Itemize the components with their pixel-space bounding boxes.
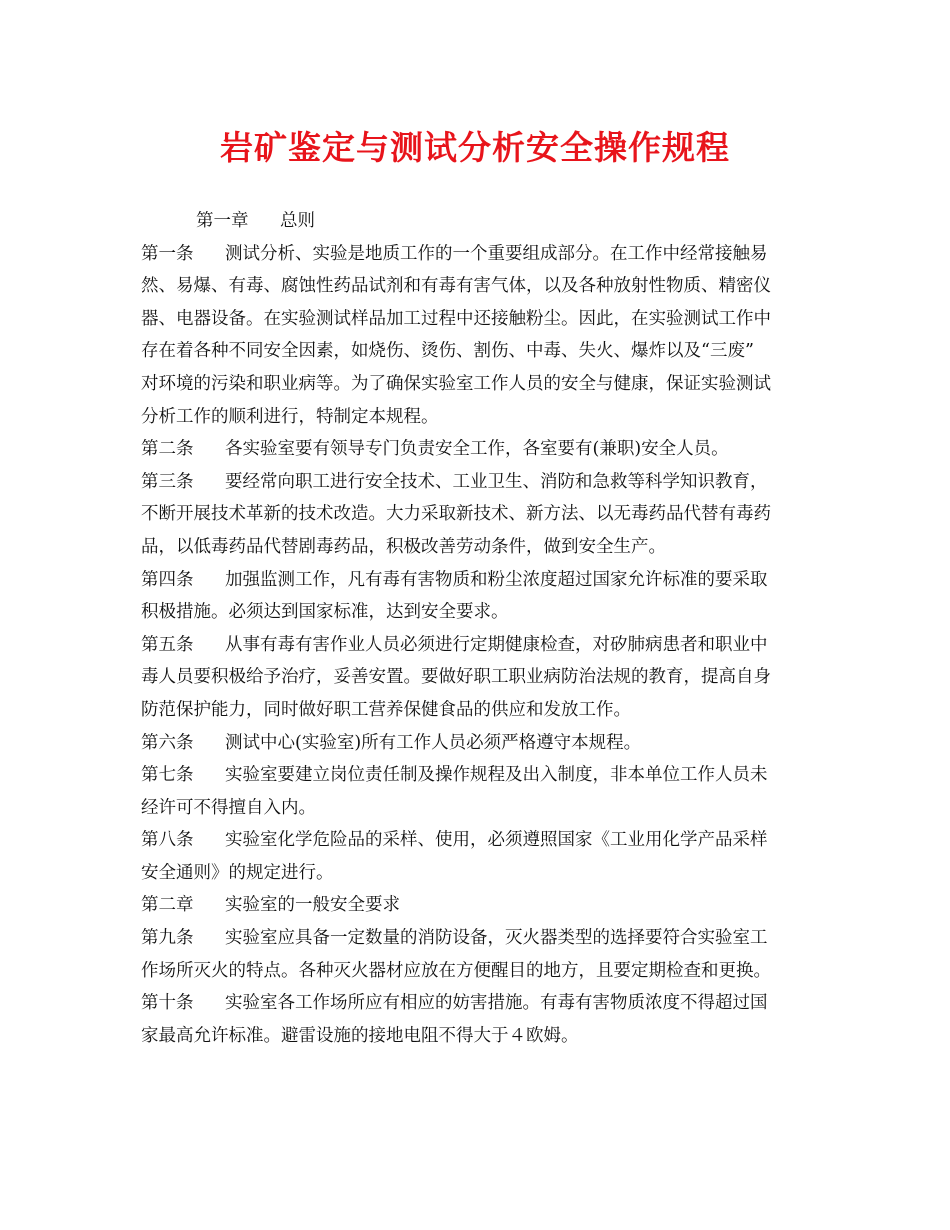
article-label: 第十条	[141, 993, 194, 1014]
article-line	[141, 629, 809, 662]
article-text: 测试分析、实验是地质工作的一个重要组成部分。在工作中经常接触易	[225, 243, 768, 264]
article-line	[141, 433, 809, 466]
article-text: 加强监测工作，凡有毒有害物质和粉尘浓度超过国家允许标准的要采取	[225, 569, 768, 590]
article-line: 然、易爆、有毒、腐蚀性药品试剂和有毒有害气体，以及各种放射性物质、精密仪	[141, 276, 771, 297]
article-label: 第二条	[141, 439, 194, 460]
article-text: 实验室应具备一定数量的消防设备，灭火器类型的选择要符合实验室工	[225, 928, 768, 949]
chapter-name: 实验室的一般安全要求	[225, 895, 400, 916]
chapter-heading	[141, 889, 809, 922]
chapter-number: 第一章	[196, 211, 249, 231]
article-text: 各实验室要有领导专门负责安全工作，各室要有(兼职)安全人员。	[225, 439, 729, 460]
article-line: 对环境的污染和职业病等。为了确保实验室工作人员的安全与健康，保证实验测试	[141, 373, 771, 394]
article-line	[141, 238, 809, 271]
article-label: 第九条	[141, 928, 194, 949]
article-line	[141, 564, 809, 597]
article-label: 第五条	[141, 634, 194, 655]
article-line: 积极措施。必须达到国家标准，达到安全要求。	[141, 602, 509, 623]
article-text: 实验室要建立岗位责任制及操作规程及出入制度，非本单位工作人员未	[225, 765, 768, 786]
article-text: 从事有毒有害作业人员必须进行定期健康检查，对矽肺病患者和职业中	[225, 634, 768, 655]
article-line: 家最高允许标准。避雷设施的接地电阻不得大于４欧姆。	[141, 1025, 579, 1046]
article-line: 品，以低毒药品代替剧毒药品，积极改善劳动条件，做到安全生产。	[141, 536, 666, 557]
article-line: 作场所灭火的特点。各种灭火器材应放在方便醒目的地方，且要定期检查和更换。	[141, 960, 771, 981]
chapter-number: 第二章	[141, 895, 194, 916]
article-label: 第七条	[141, 765, 194, 786]
article-line: 毒人员要积极给予治疗，妥善安置。要做好职工职业病防治法规的教育，提高自身	[141, 667, 771, 688]
document-title: 岩矿鉴定与测试分析安全操作规程	[220, 128, 730, 167]
article-line: 经许可不得擅自入内。	[141, 797, 316, 818]
article-line	[141, 727, 809, 760]
article-text: 实验室化学危险品的采样、使用，必须遵照国家《工业用化学产品采样	[225, 830, 768, 851]
article-label: 第三条	[141, 471, 194, 492]
article-line: 不断开展技术革新的技术改造。大力采取新技术、新方法、以无毒药品代替有毒药	[141, 504, 771, 525]
article-label: 第一条	[141, 243, 194, 264]
article-line: 安全通则》的规定进行。	[141, 862, 334, 883]
article-text: 要经常向职工进行安全技术、工业卫生、消防和急救等科学知识教育，	[225, 471, 768, 492]
article-line: 器、电器设备。在实验测试样品加工过程中还接触粉尘。因此，在实验测试工作中	[141, 308, 771, 329]
document-body	[141, 205, 809, 1052]
article-line	[141, 466, 809, 499]
article-text: 实验室各工作场所应有相应的妨害措施。有毒有害物质浓度不得超过国	[225, 993, 768, 1014]
article-line	[141, 987, 809, 1020]
article-line: 分析工作的顺利进行，特制定本规程。	[141, 406, 439, 427]
article-label: 第四条	[141, 569, 194, 590]
article-line	[141, 922, 809, 955]
article-line	[141, 759, 809, 792]
article-line	[141, 824, 809, 857]
article-line: 存在着各种不同安全因素，如烧伤、烫伤、割伤、中毒、失火、爆炸以及“三废”	[141, 341, 754, 362]
chapter-heading	[141, 205, 809, 238]
article-line: 防范保护能力，同时做好职工营养保健食品的供应和发放工作。	[141, 699, 631, 720]
chapter-name: 总则	[280, 211, 315, 231]
article-label: 第六条	[141, 732, 194, 753]
article-label: 第八条	[141, 830, 194, 851]
article-text: 测试中心(实验室)所有工作人员必须严格遵守本规程。	[225, 732, 642, 753]
